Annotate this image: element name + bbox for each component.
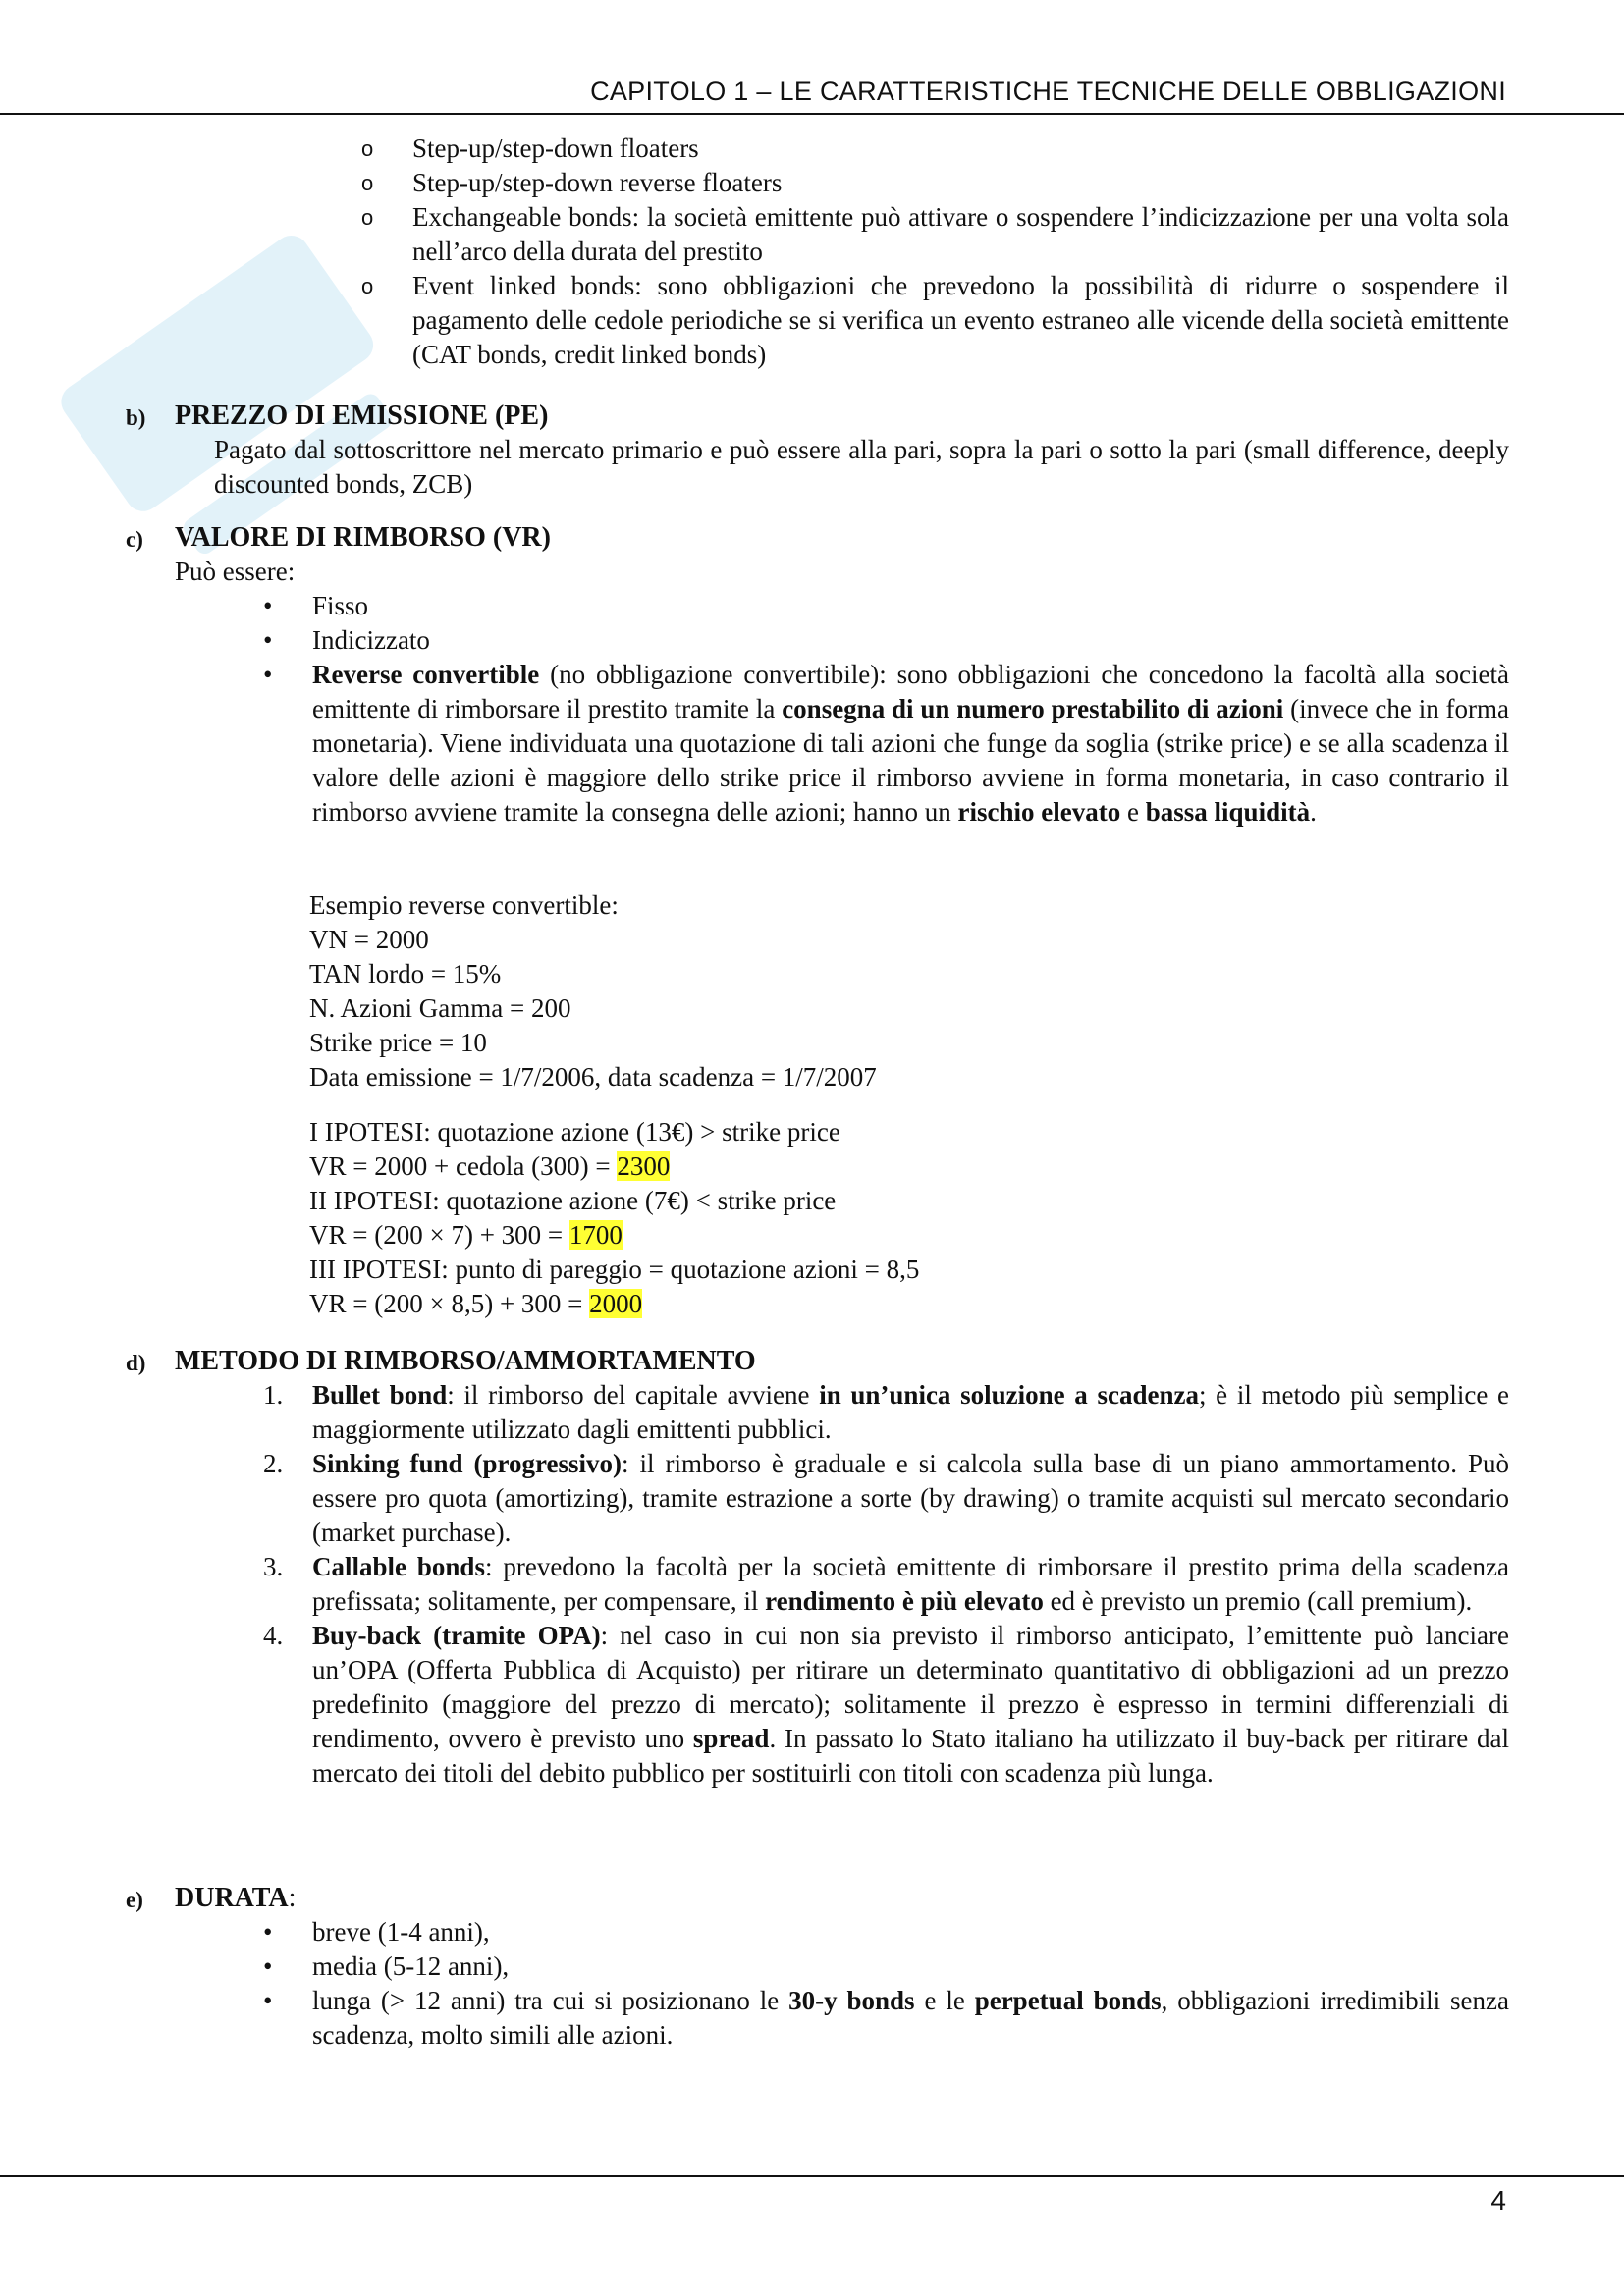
highlighted-value: 1700 xyxy=(568,1220,623,1250)
list-item: • Reverse convertible (no obbligazione convertibile): sono obbligazioni che concedono la facoltà alla società emittente di rimborsare il prestito tramite la consegna di un numero prestabilito di azioni (invece che in forma monetaria). Viene individuata una quotazione di tali azioni che funge da soglia (strike price) e se alla scadenza il valore delle azioni è maggiore dello strike price il rimborso avviene in forma monetaria, in caso contrario il rimborso avviene tramite la consegna delle azioni; hanno un rischio elevato e bassa liquidità. xyxy=(263,660,1510,827)
rimborso-types-list xyxy=(257,589,1509,829)
list-item: • breve (1-4 anni), xyxy=(257,1915,1509,1949)
section-title: METODO DI RIMBORSO/AMMORTAMENTO xyxy=(175,1346,756,1376)
list-item: • Fisso xyxy=(257,589,1509,623)
circle-bullet-icon: o xyxy=(361,136,374,161)
section-letter: d) xyxy=(126,1351,146,1375)
circle-bullet-icon: o xyxy=(361,274,374,298)
section-letter: c) xyxy=(126,527,143,552)
list-item: 1. Bullet bond: il rimborso del capitale avviene in un’unica soluzione a scadenza; è il metodo più semplice e maggiormente utilizzato dagli emittenti pubblici. xyxy=(263,1380,1509,1444)
list-item: • Indicizzato xyxy=(257,623,1509,658)
circle-bullet-icon: o xyxy=(361,205,374,230)
bullet-icon: • xyxy=(263,1917,273,1947)
example-line: VN = 2000 xyxy=(309,925,429,954)
section-title: PREZZO DI EMISSIONE (PE) xyxy=(175,400,549,431)
highlighted-value: 2000 xyxy=(589,1289,643,1318)
hypotheses-block xyxy=(309,1115,1389,1321)
footer-divider xyxy=(0,2175,1624,2177)
list-item: o Exchangeable bonds: la società emittente può attivare o sospendere l’indicizzazione per una volta sola nell’arco della durata del prestito xyxy=(361,202,1509,266)
bullet-icon: • xyxy=(263,591,273,620)
example-block xyxy=(309,888,1389,1095)
section-letter: b) xyxy=(126,405,146,430)
bullet-icon: • xyxy=(263,1951,273,1981)
example-line: Data emissione = 1/7/2006, data scadenza = 1/7/2007 xyxy=(309,1062,877,1092)
section-title: DURATA xyxy=(175,1883,289,1913)
list-item: • media (5-12 anni), xyxy=(257,1949,1509,1984)
section-title: VALORE DI RIMBORSO (VR) xyxy=(175,522,551,553)
floaters-list xyxy=(353,132,1509,372)
bullet-icon: • xyxy=(263,660,273,689)
list-item: 2. Sinking fund (progressivo): il rimborso è graduale e si calcola sulla base di un piano ammortamento. Può essere pro quota (amortizing), tramite estrazione a sorte (by drawing) o tramite acquisti sul mercato secondario (market purchase). xyxy=(263,1449,1509,1547)
section-c-intro: Può essere: xyxy=(175,557,296,586)
hypothesis-line: III IPOTESI: punto di pareggio = quotazione azioni = 8,5 xyxy=(309,1255,920,1284)
result-line: VR = 2000 + cedola (300) = 2300 xyxy=(309,1151,671,1181)
running-header: CAPITOLO 1 – LE CARATTERISTICHE TECNICHE DELLE OBBLIGAZIONI xyxy=(590,77,1506,106)
circle-bullet-icon: o xyxy=(361,171,374,195)
result-line: VR = (200 × 8,5) + 300 = 2000 xyxy=(309,1289,643,1318)
section-b-text: Pagato dal sottoscrittore nel mercato primario e può essere alla pari, sopra la pari o sotto la pari (small difference, deeply discounted bonds, ZCB) xyxy=(214,435,1509,499)
bullet-icon: • xyxy=(263,625,273,655)
header-divider xyxy=(0,113,1624,115)
example-line: TAN lordo = 15% xyxy=(309,959,502,988)
list-item: 3. Callable bonds: prevedono la facoltà per la società emittente di rimborsare il prestito prima della scadenza prefissata; solitamente, per compensare, il rendimento è più elevato ed è previsto un premio (call premium). xyxy=(263,1552,1509,1616)
result-line: VR = (200 × 7) + 300 = 1700 xyxy=(309,1220,623,1250)
bullet-icon: • xyxy=(263,1986,273,2015)
durata-list xyxy=(257,1915,1509,2053)
hypothesis-line: II IPOTESI: quotazione azione (7€) < strike price xyxy=(309,1186,837,1215)
example-line: Esempio reverse convertible: xyxy=(309,890,619,920)
rimborso-methods-list xyxy=(257,1378,1509,1790)
page-number: 4 xyxy=(1490,2185,1506,2216)
section-letter: e) xyxy=(126,1888,143,1912)
example-line: N. Azioni Gamma = 200 xyxy=(309,993,571,1023)
hypothesis-line: I IPOTESI: quotazione azione (13€) > strike price xyxy=(309,1117,840,1147)
example-line: Strike price = 10 xyxy=(309,1028,487,1057)
list-item: o Event linked bonds: sono obbligazioni che prevedono la possibilità di ridurre o sospendere il pagamento delle cedole periodiche se si verifica un evento estraneo alle vicende della società emittente (CAT bonds, credit linked bonds) xyxy=(361,271,1509,369)
highlighted-value: 2300 xyxy=(617,1151,671,1181)
list-item: • lunga (> 12 anni) tra cui si posizionano le 30-y bonds e le perpetual bonds, obbligazioni irredimibili senza scadenza, molto simili alle azioni. xyxy=(263,1986,1509,2050)
list-item: o Step-up/step-down floaters xyxy=(353,132,1509,166)
list-item: 4. Buy-back (tramite OPA): nel caso in cui non sia previsto il rimborso anticipato, l’emittente può lanciare un’OPA (Offerta Pubblica di Acquisto) per ritirare un determinato quantitativo di obbligazioni ad un prezzo predefinito (maggiore del prezzo di mercato); solitamente il prezzo è espresso in termini differenziali di rendimento, ovvero è previsto uno spread. In passato lo Stato italiano ha utilizzato il buy-back per ritirare dal mercato dei titoli del debito pubblico per sostituirli con titoli con scadenza più lunga. xyxy=(263,1621,1509,1788)
list-item: o Step-up/step-down reverse floaters xyxy=(353,166,1509,200)
